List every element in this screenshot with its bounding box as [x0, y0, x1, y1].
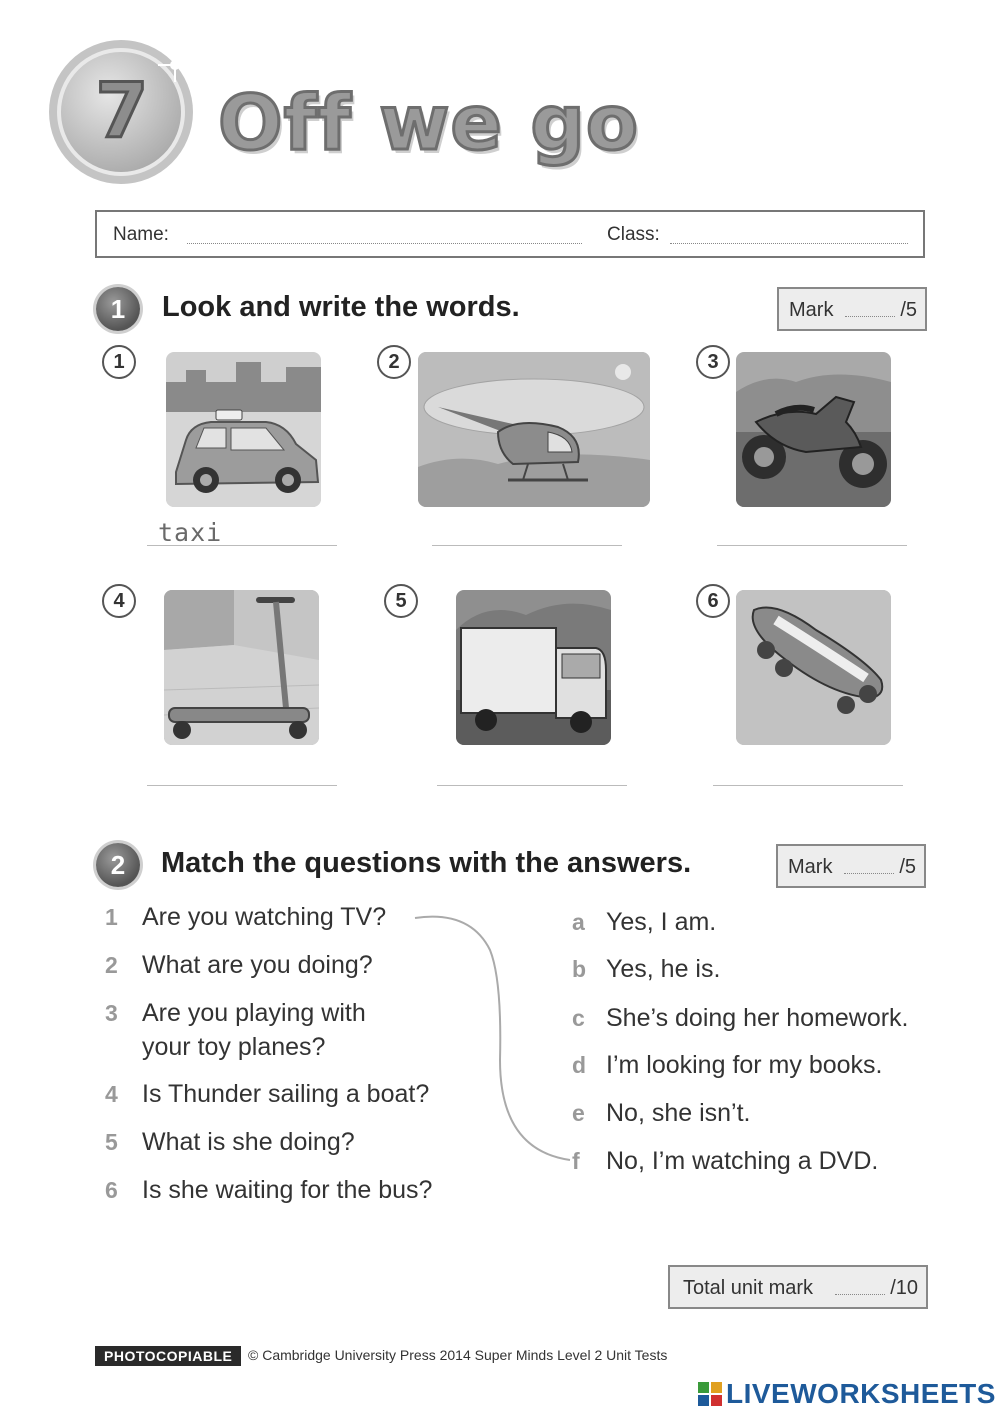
mark-field[interactable]	[844, 873, 894, 874]
question-number: 1	[105, 904, 118, 930]
picture-1-answer: taxi	[158, 518, 223, 547]
example-match-line	[410, 910, 580, 1170]
mark-label: Mark	[788, 856, 833, 878]
total-label: Total unit mark	[683, 1277, 814, 1299]
motorbike-picture	[736, 352, 891, 507]
picture-number: 3	[696, 345, 730, 379]
answer-line-6[interactable]	[713, 785, 903, 786]
name-field[interactable]	[187, 243, 582, 244]
picture-number: 6	[696, 584, 730, 618]
section-1-title: Look and write the words.	[162, 291, 520, 323]
section-2-mark-box	[776, 844, 926, 888]
answer-line-1[interactable]	[147, 545, 337, 546]
answer-text: I’m looking for my books.	[606, 1051, 883, 1079]
skateboard-picture	[736, 590, 891, 745]
question-text: What is she doing?	[142, 1128, 355, 1156]
question-text: Is she waiting for the bus?	[142, 1176, 433, 1204]
mark-label: Mark	[789, 299, 834, 321]
section-1-mark-box	[777, 287, 927, 331]
name-class-box	[95, 210, 925, 258]
question-text: Are you playing with	[142, 999, 366, 1027]
section-2-number: 2	[96, 843, 140, 887]
picture-number: 2	[377, 345, 411, 379]
name-label: Name:	[113, 224, 169, 245]
answer-letter: d	[572, 1052, 587, 1078]
answer-text: Yes, he is.	[606, 955, 721, 983]
mark-total: /5	[900, 299, 917, 321]
liveworksheets-logo[interactable]: LIVEWORKSHEETS	[726, 1378, 996, 1409]
mark-field[interactable]	[845, 316, 895, 317]
answer-letter: c	[572, 1005, 585, 1031]
question-number: 5	[105, 1129, 118, 1155]
unit-number: 7	[95, 66, 149, 155]
question-text: Is Thunder sailing a boat?	[142, 1080, 430, 1108]
answer-line-3[interactable]	[717, 545, 907, 546]
liveworksheets-logo-icon	[698, 1382, 722, 1406]
answer-line-2[interactable]	[432, 545, 622, 546]
scooter-picture	[164, 590, 319, 745]
answer-letter: f	[572, 1148, 580, 1174]
taxi-picture	[166, 352, 321, 507]
question-number: 2	[105, 952, 118, 978]
total-mark-field[interactable]	[835, 1294, 885, 1295]
picture-number: 4	[102, 584, 136, 618]
answer-text: No, she isn’t.	[606, 1099, 751, 1127]
answer-letter: b	[572, 956, 587, 982]
answer-text: She’s doing her homework.	[606, 1004, 909, 1032]
photocopiable-label: PHOTOCOPIABLE	[95, 1346, 241, 1366]
question-number: 6	[105, 1177, 118, 1203]
picture-number: 5	[384, 584, 418, 618]
lorry-picture	[456, 590, 611, 745]
question-number: 4	[105, 1081, 118, 1107]
answer-line-5[interactable]	[437, 785, 627, 786]
picture-number: 1	[102, 345, 136, 379]
total-out-of: /10	[890, 1277, 918, 1299]
class-label: Class:	[607, 224, 660, 245]
answer-letter: a	[572, 909, 585, 935]
section-2-title: Match the questions with the answers.	[161, 847, 692, 879]
answer-text: No, I’m watching a DVD.	[606, 1147, 879, 1175]
total-mark-box	[668, 1265, 928, 1309]
section-1-number: 1	[96, 287, 140, 331]
helicopter-picture	[418, 352, 650, 507]
answer-letter: e	[572, 1100, 585, 1126]
class-field[interactable]	[670, 243, 908, 244]
question-text-continued: your toy planes?	[142, 1033, 326, 1061]
question-text: What are you doing?	[142, 951, 373, 979]
copyright-text: © Cambridge University Press 2014 Super Minds Level 2 Unit Tests	[248, 1347, 668, 1363]
answer-line-4[interactable]	[147, 785, 337, 786]
question-number: 3	[105, 1000, 118, 1026]
question-text: Are you watching TV?	[142, 903, 387, 931]
answer-text: Yes, I am.	[606, 908, 717, 936]
unit-title: Off we go	[218, 78, 640, 167]
mark-total: /5	[899, 856, 916, 878]
